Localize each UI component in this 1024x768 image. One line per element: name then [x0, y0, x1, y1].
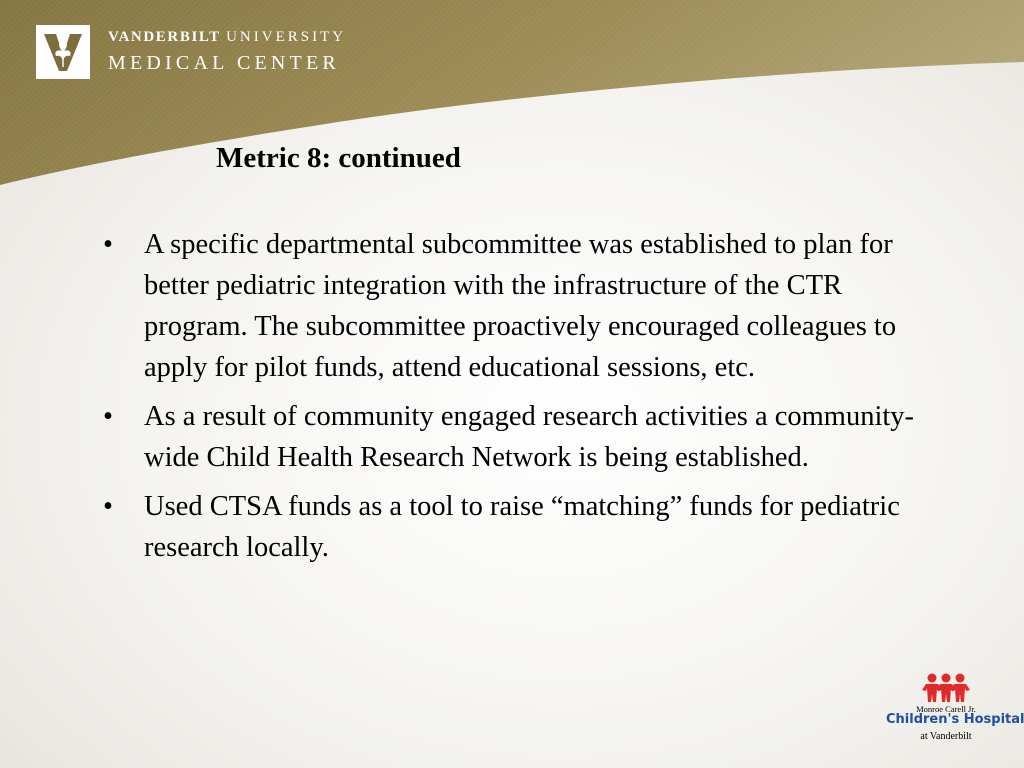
logo-line-monroe: Monroe Carell Jr.	[916, 704, 976, 714]
bullet-text: Used CTSA funds as a tool to raise “matching” funds for pediatric research locally.	[144, 491, 900, 563]
bullet-text: As a result of community engaged research activities a community-wide Child Health Research Network is being established.	[144, 401, 915, 473]
bullet-item	[103, 396, 933, 478]
logo-university-name: VANDERBILT UNIVERSITY	[108, 29, 347, 45]
bullet-icon: •	[103, 491, 113, 522]
logo-line-at-vanderbilt: at Vanderbilt	[920, 731, 972, 742]
bullet-icon: •	[103, 229, 113, 260]
bullet-item	[103, 486, 933, 568]
oak-leaf-v-icon	[36, 25, 90, 79]
logo-line-childrens-hospital: Children's Hospital	[886, 712, 1024, 727]
bullet-item	[103, 224, 933, 388]
children-figures-icon	[886, 672, 1006, 704]
vanderbilt-logo-mark	[36, 25, 90, 79]
bullet-text: A specific departmental subcommittee was established to plan for better pediatric integration with the infrastructure of the CTR program. The subcommittee proactively encouraged colleagues to apply for pilot funds, attend educational sessions, etc.	[144, 229, 897, 383]
bullet-list	[103, 224, 933, 576]
childrens-hospital-logo	[886, 672, 1024, 752]
bullet-icon: •	[103, 401, 113, 432]
slide-title: Metric 8: continued	[216, 142, 461, 174]
logo-medical-center: MEDICAL CENTER	[108, 52, 340, 74]
